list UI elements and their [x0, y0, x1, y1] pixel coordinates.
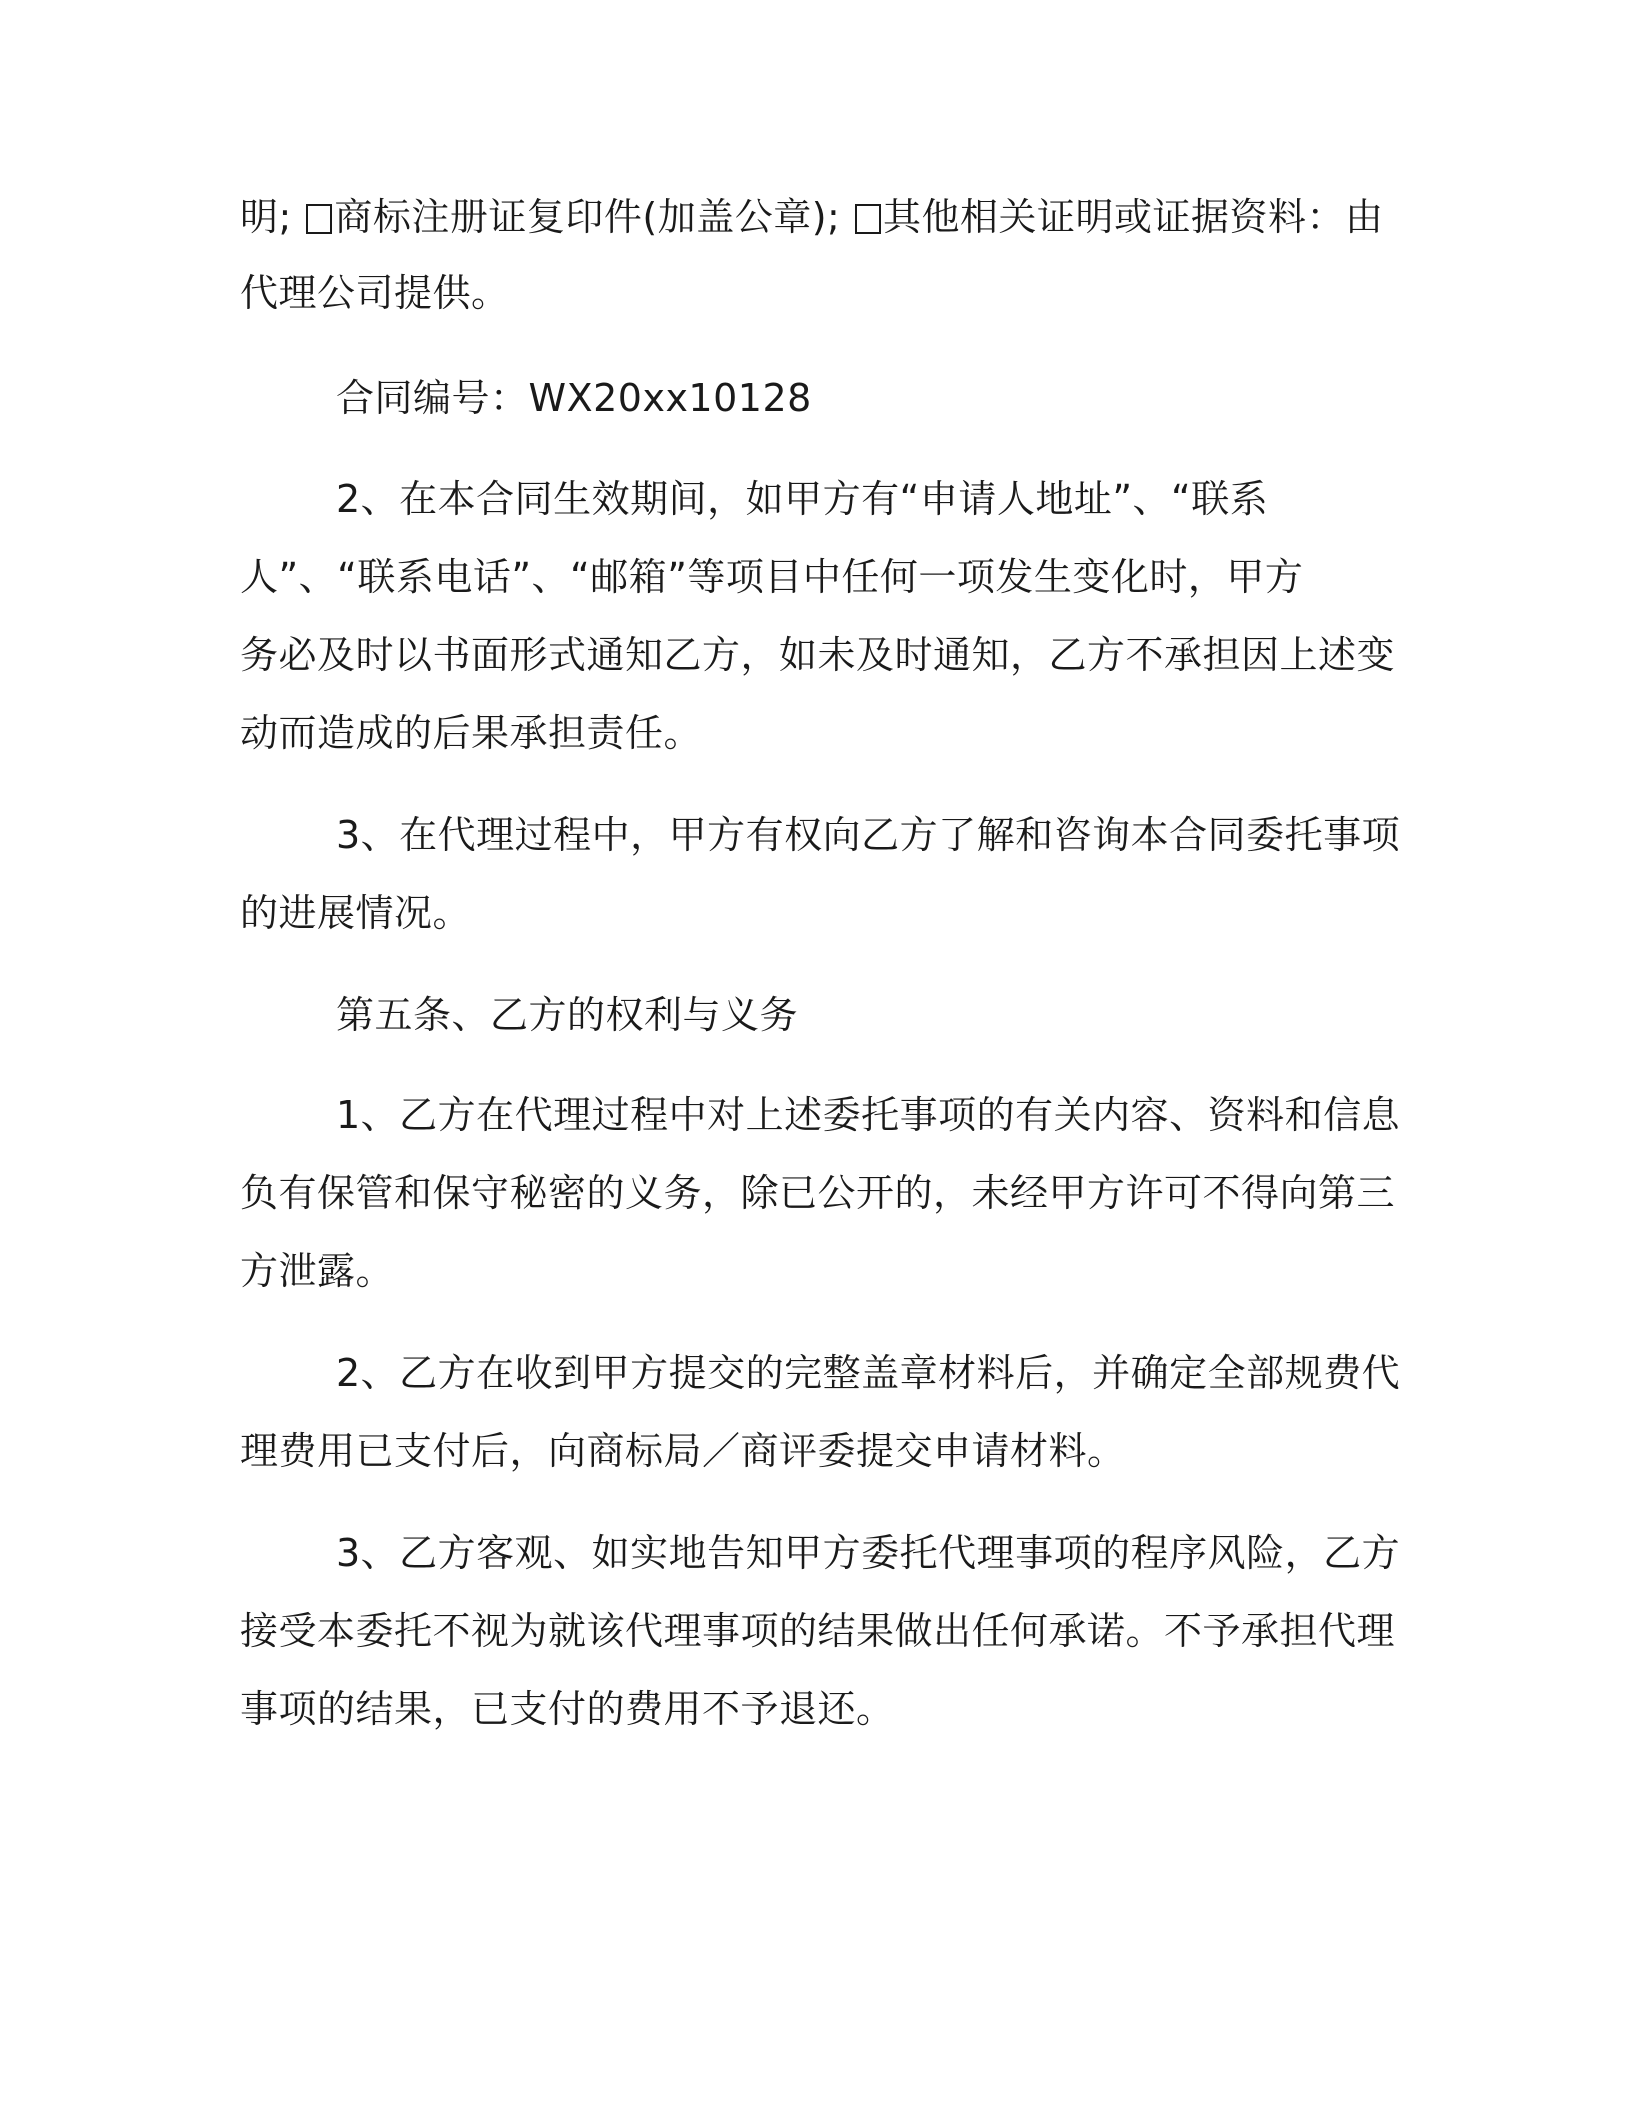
s5-item1-line-2: 负有保管和保守秘密的义务，除已公开的，未经甲方许可不得向第三: [240, 1171, 1396, 1215]
s5-item2-line-1: 2、乙方在收到甲方提交的完整盖章材料后，并确定全部规费代: [336, 1351, 1401, 1395]
s5-item1-line-3: 方泄露。: [240, 1249, 395, 1293]
s5-item3-line-1: 3、乙方客观、如实地告知甲方委托代理事项的程序风险，乙方: [336, 1531, 1401, 1575]
s5-item3-line-3: 事项的结果，已支付的费用不予退还。: [240, 1687, 895, 1731]
section5-heading: 第五条、乙方的权利与义务: [336, 993, 799, 1037]
intro-line-2: 代理公司提供。: [240, 271, 510, 315]
checkbox-icon: [306, 204, 332, 234]
checkbox-icon: [855, 204, 881, 234]
s4-item2-line-3: 务必及时以书面形式通知乙方，如未及时通知，乙方不承担因上述变: [240, 633, 1396, 677]
s4-item3-line-1: 3、在代理过程中，甲方有权向乙方了解和咨询本合同委托事项: [336, 813, 1401, 857]
s4-item3-line-2: 的进展情况。: [240, 891, 472, 935]
s4-item2-line-2: 人”、“联系电话”、“邮箱”等项目中任何一项发生变化时，甲方: [240, 555, 1304, 599]
s4-item2-line-1: 2、在本合同生效期间，如甲方有“申请人地址”、“联系: [336, 477, 1269, 521]
contract-number: 合同编号：WX20xx10128: [336, 376, 812, 420]
s5-item2-line-2: 理费用已支付后，向商标局／商评委提交申请材料。: [240, 1429, 1126, 1473]
intro-text-a: 明;: [240, 195, 292, 239]
s5-item3-line-2: 接受本委托不视为就该代理事项的结果做出任何承诺。不予承担代理: [240, 1609, 1396, 1653]
intro-line-1: [240, 192, 1383, 242]
s5-item1-line-1: 1、乙方在代理过程中对上述委托事项的有关内容、资料和信息: [336, 1093, 1401, 1137]
s4-item2-line-4: 动而造成的后果承担责任。: [240, 711, 703, 755]
intro-text-b: 商标注册证复印件(加盖公章);: [334, 195, 841, 239]
intro-text-c: 其他相关证明或证据资料：由: [882, 195, 1384, 239]
